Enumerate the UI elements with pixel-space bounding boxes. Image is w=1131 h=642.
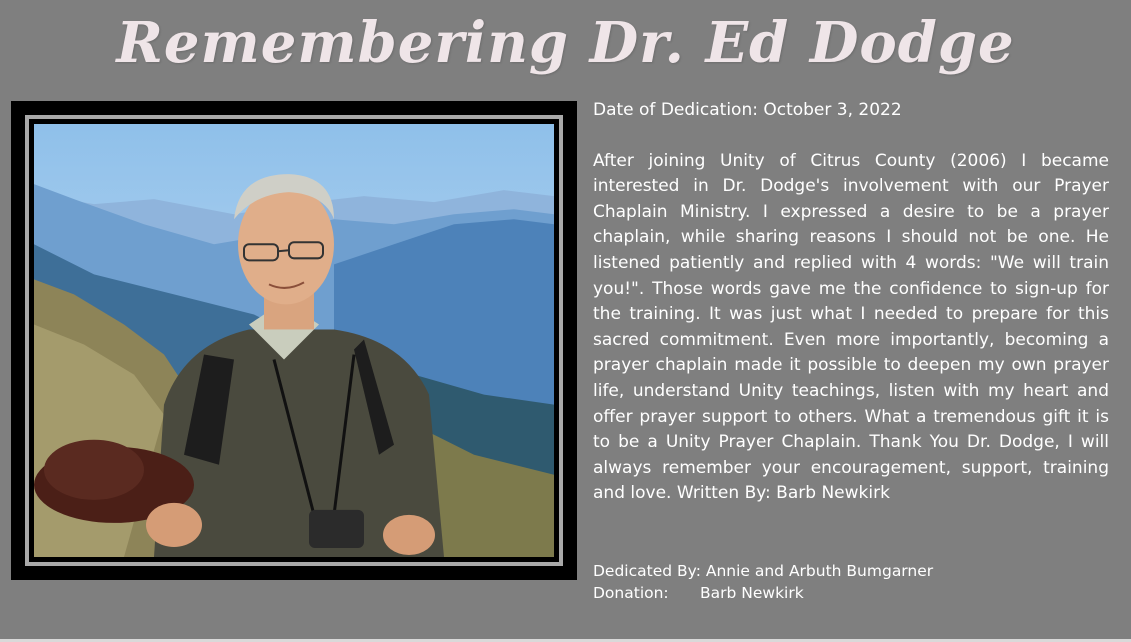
portrait-illustration xyxy=(34,124,554,557)
credits xyxy=(593,560,933,604)
dedication-text xyxy=(593,98,1109,507)
dedicated-by: Dedicated By: Annie and Arbuth Bumgarner xyxy=(593,562,934,580)
donation-value: Barb Newkirk xyxy=(700,584,804,602)
dedication-date: Date of Dedication: October 3, 2022 xyxy=(593,100,902,120)
donation-label: Donation: xyxy=(593,584,669,602)
photo-frame-mat xyxy=(25,115,563,566)
donation-row xyxy=(593,582,933,604)
page-title: Remembering Dr. Ed Dodge xyxy=(116,10,1015,76)
photo-frame xyxy=(11,101,577,580)
photo-frame-inner xyxy=(29,119,559,562)
dedication-body: After joining Unity of Citrus County (2006) I became interested in Dr. Dodge's involvement with our Prayer Chaplain Ministry. I expressed a desire to be a prayer chaplain, while sharing reasons I should not be one. He listened patiently and replied with 4 words: "We will train you!". Those words gave me the confidence to sign-up for the training. It was just what I needed to prepare for this sacred commitment. Even more importantly, becoming a prayer chaplain made it possible to deepen my own prayer life, understand Unity teachings, listen with my heart and offer prayer support to others. What a tremendous gift it is to be a Unity Prayer Chaplain. Thank You Dr. Dodge, I will always remember your encouragement, support, training and love. Written By: Barb Newkirk xyxy=(593,150,1109,504)
portrait-photo xyxy=(34,124,554,557)
